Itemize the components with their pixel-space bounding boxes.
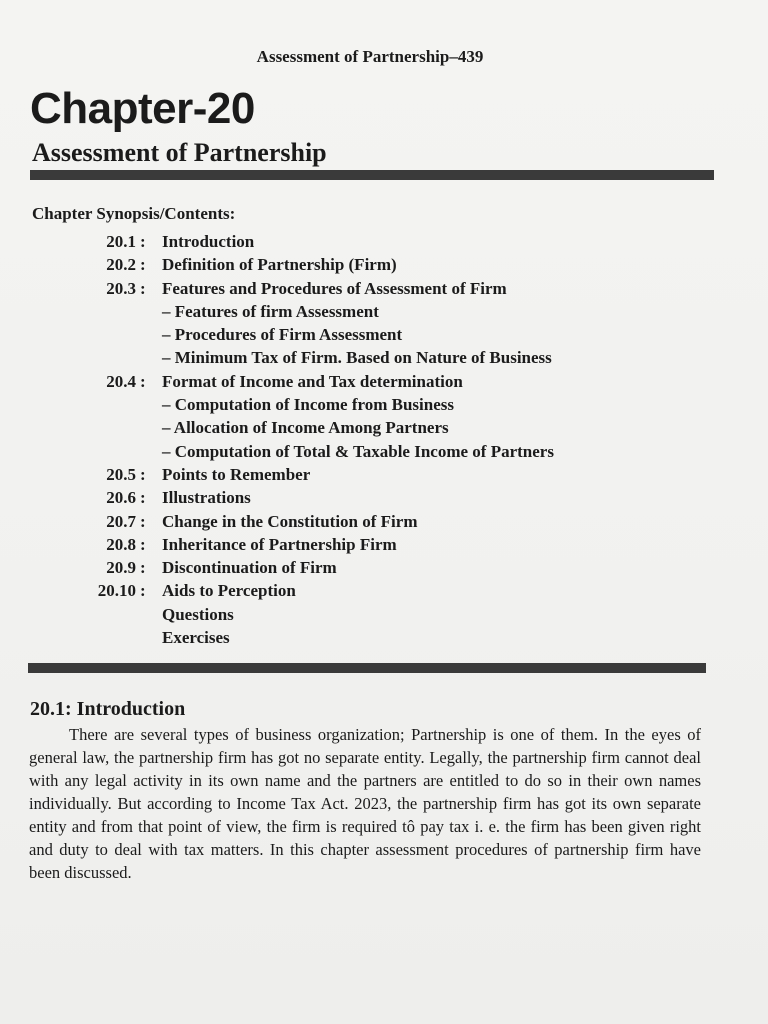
toc-entry (0, 370, 740, 393)
toc-entry (0, 533, 740, 556)
toc-colon: : (140, 371, 146, 391)
toc-subentry (0, 626, 740, 649)
toc-title: Aids to Perception (162, 581, 296, 601)
section-paragraph: There are several types of business organization; Partnership is one of them. In the eyes of general law, the partnership firm has got no separate entity. Legally, the partnership firm cannot deal with any legal activity in its own name and the partners are entitled to do so in their own names individually. But according to Income Tax Act. 2023, the partnership firm has got its own separate entity and from that point of view, the firm is required tô pay tax i. e. the firm has been given right and duty to deal with tax matters. In this chapter assessment procedures of partnership firm have been discussed. (29, 725, 701, 882)
toc-subentry (0, 603, 740, 626)
toc-colon: : (140, 488, 146, 508)
section-heading: 20.1: Introduction (30, 698, 186, 720)
toc-colon: : (140, 558, 146, 578)
toc-title: Discontinuation of Firm (162, 558, 337, 578)
toc-colon: : (140, 511, 146, 531)
toc-title: Exercises (162, 628, 230, 648)
toc-title: Questions (162, 604, 234, 624)
toc-number: 20.9 (106, 558, 136, 578)
toc-number: 20.8 (106, 534, 136, 554)
toc-title: Format of Income and Tax determination (162, 371, 463, 391)
toc-colon: : (140, 581, 146, 601)
toc-subtitle: – Allocation of Income Among Partners (162, 418, 449, 438)
toc-entry (0, 230, 740, 253)
toc-number: 20.2 (106, 255, 136, 275)
toc-title: Inheritance of Partnership Firm (162, 534, 397, 554)
toc-number: 20.4 (106, 371, 136, 391)
toc-title: Introduction (162, 232, 255, 251)
toc-subentry (0, 440, 740, 463)
toc-subtitle: – Minimum Tax of Firm. Based on Nature of Business (162, 348, 552, 368)
toc-number: 20.1 (106, 232, 136, 251)
toc-entry (0, 510, 740, 533)
toc-title: Change in the Constitution of Firm (162, 511, 418, 531)
toc-subtitle: – Features of firm Assessment (162, 301, 379, 321)
toc-subentry (0, 393, 740, 416)
toc-subtitle: – Procedures of Firm Assessment (162, 325, 403, 345)
toc-number: 20.5 (106, 464, 136, 484)
toc-subentry (0, 416, 740, 439)
toc-subtitle: – Computation of Income from Business (162, 395, 455, 415)
chapter-number: Chapter-20 (30, 84, 255, 133)
toc-title: Points to Remember (162, 464, 311, 484)
toc-title: Features and Procedures of Assessment of Firm (162, 278, 507, 298)
toc-colon: : (140, 278, 146, 298)
toc-number: 20.10 (97, 581, 136, 601)
toc-entry (0, 253, 740, 276)
toc-subentry (0, 300, 740, 323)
toc-number: 20.7 (106, 511, 136, 531)
toc-title: Definition of Partnership (Firm) (162, 255, 397, 275)
toc-entry (0, 463, 740, 486)
divider-bottom (28, 663, 706, 673)
toc-entry (0, 556, 740, 579)
toc-subentry (0, 346, 740, 369)
toc-colon: : (140, 255, 146, 275)
toc-subtitle: – Computation of Total & Taxable Income of Partners (162, 441, 554, 461)
table-of-contents (0, 230, 740, 649)
toc-subentry (0, 323, 740, 346)
synopsis-heading: Chapter Synopsis/Contents: (32, 204, 236, 223)
toc-colon: : (140, 232, 146, 251)
toc-entry (0, 486, 740, 509)
toc-colon: : (140, 464, 146, 484)
toc-number: 20.6 (106, 488, 136, 508)
running-head: Assessment of Partnership–439 (256, 47, 484, 66)
toc-colon: : (140, 534, 146, 554)
toc-title: Illustrations (162, 488, 251, 508)
toc-entry (0, 579, 740, 602)
toc-number: 20.3 (106, 278, 136, 298)
chapter-title: Assessment of Partnership (32, 138, 327, 167)
divider-top (30, 170, 714, 180)
toc-entry (0, 277, 740, 300)
